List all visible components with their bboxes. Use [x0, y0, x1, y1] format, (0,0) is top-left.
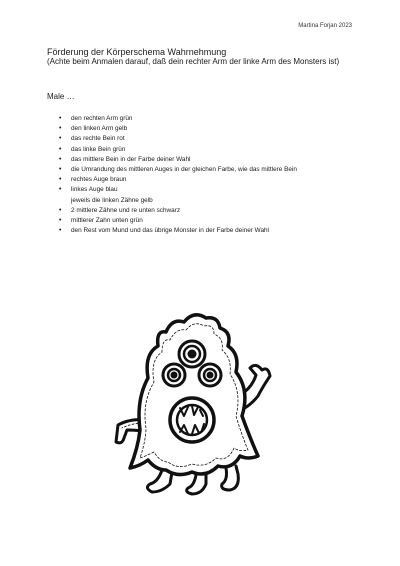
task-item: • mittlerer Zahn unten grün [56, 216, 356, 226]
task-item: jeweils die linken Zähne gelb [71, 196, 153, 204]
task-item: • das rechte Bein rot [56, 134, 356, 144]
monster-body [130, 315, 258, 475]
task-item: • die Umrandung des mittleren Auges in der gleichen Farbe, wie das mittlere Bein [56, 165, 356, 175]
task-item: • linkes Auge blau [56, 185, 356, 195]
task-list [56, 114, 356, 236]
task-item: • 2 mittlere Zähne und re unten schwarz [56, 206, 356, 216]
task-item: • den rechten Arm grün [56, 114, 356, 124]
task-item: • den linken Arm gelb [56, 124, 356, 134]
task-item: • das mittlere Bein in der Farbe deiner Wahl [56, 155, 356, 165]
monster-right-eye [199, 364, 221, 386]
monster-coloring-illustration [100, 270, 290, 500]
author-credit: Martina Forjan 2023 [298, 23, 352, 29]
worksheet-subtitle: (Achte beim Anmalen darauf, daß dein rechter Arm der linke Arm des Monsters ist) [47, 57, 340, 66]
task-item: • das linke Bein grün [56, 145, 356, 155]
worksheet-title: Förderung der Körperschema Wahrnehmung [47, 47, 227, 57]
instruction-prompt: Male … [47, 92, 75, 101]
task-item: • den Rest vom Mund und das übrige Monster in der Farbe deiner Wahl [56, 226, 356, 236]
monster-middle-leg [187, 474, 206, 494]
monster-left-eye [163, 364, 185, 386]
monster-right-leg [222, 466, 239, 490]
monster-middle-eye [179, 341, 205, 367]
monster-mouth [170, 398, 214, 442]
task-item: • rechtes Auge braun [56, 175, 356, 185]
